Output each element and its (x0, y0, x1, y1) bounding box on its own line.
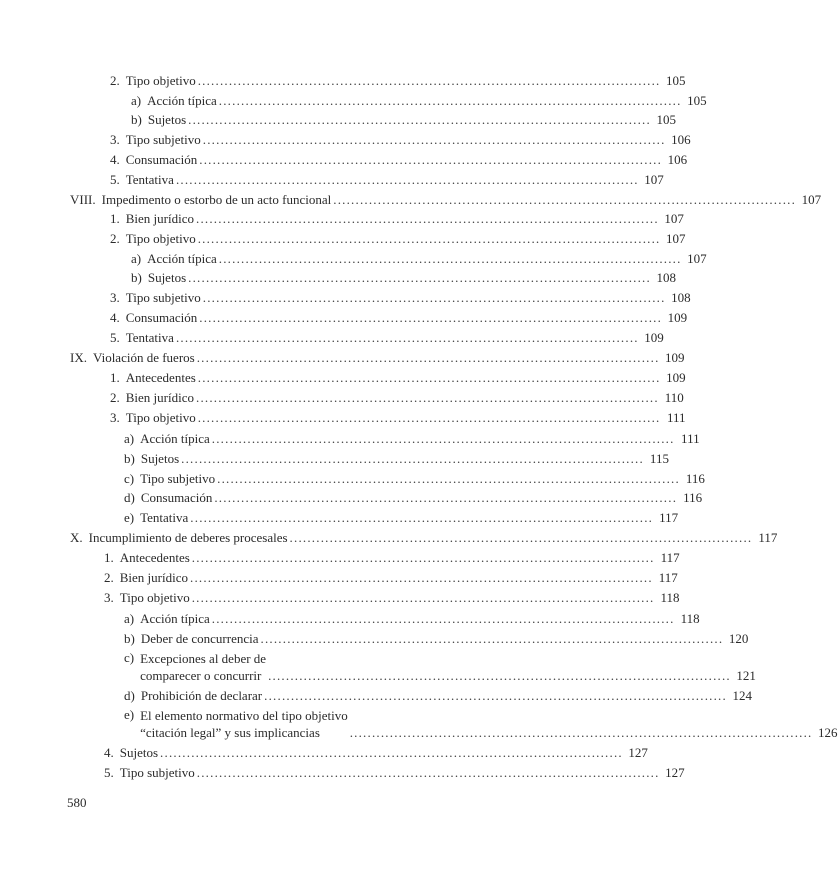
leader-dots: ........................................................................................................ (211, 611, 675, 626)
toc-entry-number: 5. (110, 330, 120, 345)
leader-dots: ........................................................................................................ (196, 211, 659, 226)
toc-entry-label-line: “citación legal” y sus implicancias (140, 725, 320, 740)
toc-entry-page: 107 (687, 251, 707, 266)
toc-entry-page: 117 (758, 530, 778, 545)
toc-entry-page: 116 (685, 471, 705, 486)
toc-entry-page: 105 (687, 93, 707, 108)
toc-entry (110, 310, 688, 326)
toc-entry-label: Prohibición de declarar (140, 688, 263, 703)
leader-dots: ........................................................................................................ (264, 688, 727, 703)
leader-dots: ........................................................................................................ (199, 152, 663, 167)
toc-entry-label: Antecedentes (125, 370, 196, 385)
toc-entry-page: 106 (667, 152, 688, 167)
leader-dots: ........................................................................................................ (160, 745, 623, 760)
toc-entry-number: a) (124, 611, 135, 626)
leader-dots: ........................................................................................................ (191, 590, 655, 605)
leader-dots: ........................................................................................................ (333, 192, 797, 207)
leader-dots: ........................................................................................................ (202, 132, 666, 147)
toc-entry-page: 121 (736, 668, 756, 683)
toc-entry-label (140, 650, 266, 684)
toc-entry-page: 105 (666, 73, 686, 88)
toc-entry-page: 107 (644, 172, 664, 187)
toc-entry-number: 5. (104, 765, 114, 780)
toc-entry-number: 2. (110, 390, 120, 405)
toc-entry-label: Tentativa (125, 330, 174, 345)
toc-entry (124, 451, 669, 467)
leader-dots: ........................................................................................................ (199, 310, 663, 325)
toc-entry-number: b) (124, 451, 135, 466)
toc-entry-number: VIII. (70, 192, 96, 207)
toc-entry (110, 211, 684, 227)
toc-entry-page: 117 (659, 510, 679, 525)
toc-entry (124, 490, 703, 506)
toc-entry-label: Tentativa (125, 172, 174, 187)
toc-entry-number: 3. (110, 410, 120, 425)
leader-dots: ........................................................................................................ (197, 73, 661, 88)
toc-entry (131, 112, 676, 128)
toc-entry-label: Violación de fueros (92, 350, 195, 365)
toc-entry-page: 124 (732, 688, 752, 703)
leader-dots: ........................................................................................................ (197, 231, 661, 246)
toc-entry-label: Impedimento o estorbo de un acto funcional (101, 192, 332, 207)
toc-entry-page: 126 (818, 725, 838, 740)
toc-entry (110, 172, 664, 188)
toc-entry-number: 4. (110, 152, 120, 167)
toc-entry (110, 231, 686, 247)
toc-entry-number: c) (124, 650, 135, 665)
toc-entry-number: 4. (110, 310, 120, 325)
toc-entry-page: 117 (658, 570, 678, 585)
leader-dots: ........................................................................................................ (289, 530, 753, 545)
toc-entry-page: 118 (680, 611, 700, 626)
toc-entry-number: b) (124, 631, 135, 646)
toc-entry-label: Tentativa (140, 510, 189, 525)
toc-entry-label: Acción típica (147, 93, 217, 108)
toc-entry-label: Tipo subjetivo (125, 290, 201, 305)
toc-entry-label: Tipo objetivo (125, 73, 196, 88)
toc-entry-label: Tipo subjetivo (140, 471, 216, 486)
toc-section-entry (70, 530, 778, 546)
toc-entry (124, 431, 700, 447)
toc-entry-number: e) (124, 510, 135, 525)
toc-entry-number: e) (124, 707, 135, 722)
toc-entry-label: Antecedentes (119, 550, 190, 565)
toc-entry-label-line: comparecer o concurrir (140, 668, 262, 683)
leader-dots: ........................................................................................................ (197, 410, 661, 425)
toc-entry-number: 3. (104, 590, 114, 605)
toc-entry (104, 590, 680, 606)
page-number: 580 (67, 795, 87, 810)
toc-entry (131, 93, 707, 109)
toc-entry (104, 745, 648, 761)
toc-entry-label: Deber de concurrencia (140, 631, 259, 646)
toc-entry-page: 109 (666, 370, 686, 385)
toc-entry-label: Tipo objetivo (125, 231, 196, 246)
toc-entry-page: 127 (665, 765, 685, 780)
toc-entry (124, 688, 752, 704)
toc-entry-page: 109 (665, 350, 685, 365)
toc-entry (124, 650, 756, 684)
toc-entry (110, 390, 684, 406)
toc-entry-label: Sujetos (147, 112, 187, 127)
leader-dots: ........................................................................................................ (196, 350, 660, 365)
toc-entry-page: 110 (664, 390, 684, 405)
leader-dots: ........................................................................................................ (190, 510, 654, 525)
toc-entry (110, 132, 691, 148)
toc-entry (104, 550, 680, 566)
toc-entry-number: d) (124, 688, 135, 703)
toc-entry-number: b) (131, 270, 142, 285)
toc-entry (104, 570, 678, 586)
toc-entry-page: 109 (644, 330, 664, 345)
toc-entry-label: Bien jurídico (125, 211, 194, 226)
toc-entry-label: Tipo objetivo (125, 410, 196, 425)
toc-entry-label: Tipo subjetivo (119, 765, 195, 780)
leader-dots: ........................................................................................................ (197, 370, 661, 385)
toc-entry-number: b) (131, 112, 142, 127)
toc-entry-label-line: El elemento normativo del tipo objetivo (140, 708, 348, 723)
toc-section-entry (70, 192, 822, 208)
toc-entry-page: 106 (671, 132, 691, 147)
toc-entry (124, 707, 838, 741)
leader-dots: ........................................................................................................ (175, 172, 639, 187)
leader-dots: ........................................................................................................ (214, 490, 678, 505)
toc-entry-page: 117 (660, 550, 680, 565)
toc-entry-label: Acción típica (140, 611, 210, 626)
toc-entry-label: Bien jurídico (119, 570, 188, 585)
toc-entry-page: 120 (728, 631, 749, 646)
toc-entry (124, 471, 705, 487)
leader-dots: ........................................................................................................ (217, 471, 680, 486)
toc-entry-page: 107 (801, 192, 822, 207)
toc-entry (124, 631, 749, 647)
leader-dots: ........................................................................................................ (211, 431, 675, 446)
toc-entry-number: 2. (110, 73, 120, 88)
toc-entry-page: 127 (628, 745, 648, 760)
toc-entry-page: 107 (666, 231, 686, 246)
toc-entry-number: a) (131, 93, 142, 108)
toc-entry-label: Sujetos (147, 270, 187, 285)
toc-entry-label: Consumación (140, 490, 213, 505)
toc-entry-number: a) (131, 251, 142, 266)
toc-entry-number: 2. (110, 231, 120, 246)
toc-entry (110, 330, 664, 346)
toc-entry-number: 4. (104, 745, 114, 760)
leader-dots: ........................................................................................................ (175, 330, 639, 345)
toc-entry (110, 73, 686, 89)
toc-entry-number: 1. (110, 370, 120, 385)
leader-dots: ........................................................................................................ (202, 290, 666, 305)
toc-entry-page: 105 (656, 112, 676, 127)
toc-entry-page: 111 (681, 431, 700, 446)
toc-entry (110, 370, 686, 386)
toc-entry-label: Sujetos (119, 745, 159, 760)
toc-entry-label: Tipo subjetivo (125, 132, 201, 147)
toc-entry (110, 410, 686, 426)
leader-dots: ........................................................................................................ (268, 668, 731, 683)
toc-entry-label (140, 707, 348, 741)
toc-entry-page: 108 (671, 290, 691, 305)
toc-entry (124, 611, 700, 627)
toc-entry-number: IX. (70, 350, 87, 365)
toc-entry-number: c) (124, 471, 135, 486)
toc-entry-number: 1. (104, 550, 114, 565)
toc-entry-number: 3. (110, 290, 120, 305)
toc-entry (131, 270, 676, 286)
toc-entry-label-line: Excepciones al deber de (140, 651, 267, 666)
toc-entry (104, 765, 685, 781)
toc-entry-number: 2. (104, 570, 114, 585)
toc-entry-number: 1. (110, 211, 120, 226)
leader-dots: ........................................................................................................ (196, 390, 659, 405)
toc-entry-page: 111 (666, 410, 686, 425)
toc-entry-label: Bien jurídico (125, 390, 194, 405)
toc-entry-label: Consumación (125, 310, 198, 325)
toc-entry-number: 3. (110, 132, 120, 147)
toc-entry-page: 116 (683, 490, 703, 505)
leader-dots: ........................................................................................................ (196, 765, 660, 780)
leader-dots: ........................................................................................................ (218, 251, 682, 266)
toc-entry-label: Acción típica (147, 251, 217, 266)
leader-dots: ........................................................................................................ (188, 112, 651, 127)
toc-section-entry (70, 350, 685, 366)
toc-entry (110, 290, 691, 306)
toc-entry-label: Consumación (125, 152, 198, 167)
toc-entry (110, 152, 688, 168)
toc-entry-number: a) (124, 431, 135, 446)
toc-entry-page: 107 (664, 211, 684, 226)
toc-entry-number: 5. (110, 172, 120, 187)
leader-dots: ........................................................................................................ (218, 93, 682, 108)
leader-dots: ........................................................................................................ (188, 270, 651, 285)
leader-dots: ........................................................................................................ (181, 451, 644, 466)
toc-entry-label: Tipo objetivo (119, 590, 190, 605)
toc-entry-number: d) (124, 490, 135, 505)
leader-dots: ........................................................................................................ (260, 631, 724, 646)
toc-entry-page: 115 (649, 451, 669, 466)
toc-entry-page: 109 (667, 310, 688, 325)
leader-dots: ........................................................................................................ (190, 570, 653, 585)
toc-entry-label: Acción típica (140, 431, 210, 446)
toc-entry-label: Sujetos (140, 451, 180, 466)
toc-entry-label: Incumplimiento de deberes procesales (88, 530, 288, 545)
toc-entry-page: 118 (660, 590, 680, 605)
leader-dots: ........................................................................................................ (349, 725, 813, 740)
toc-entry (131, 251, 707, 267)
toc-entry (124, 510, 679, 526)
leader-dots: ........................................................................................................ (191, 550, 655, 565)
toc-entry-number: X. (70, 530, 83, 545)
toc-entry-page: 108 (656, 270, 676, 285)
